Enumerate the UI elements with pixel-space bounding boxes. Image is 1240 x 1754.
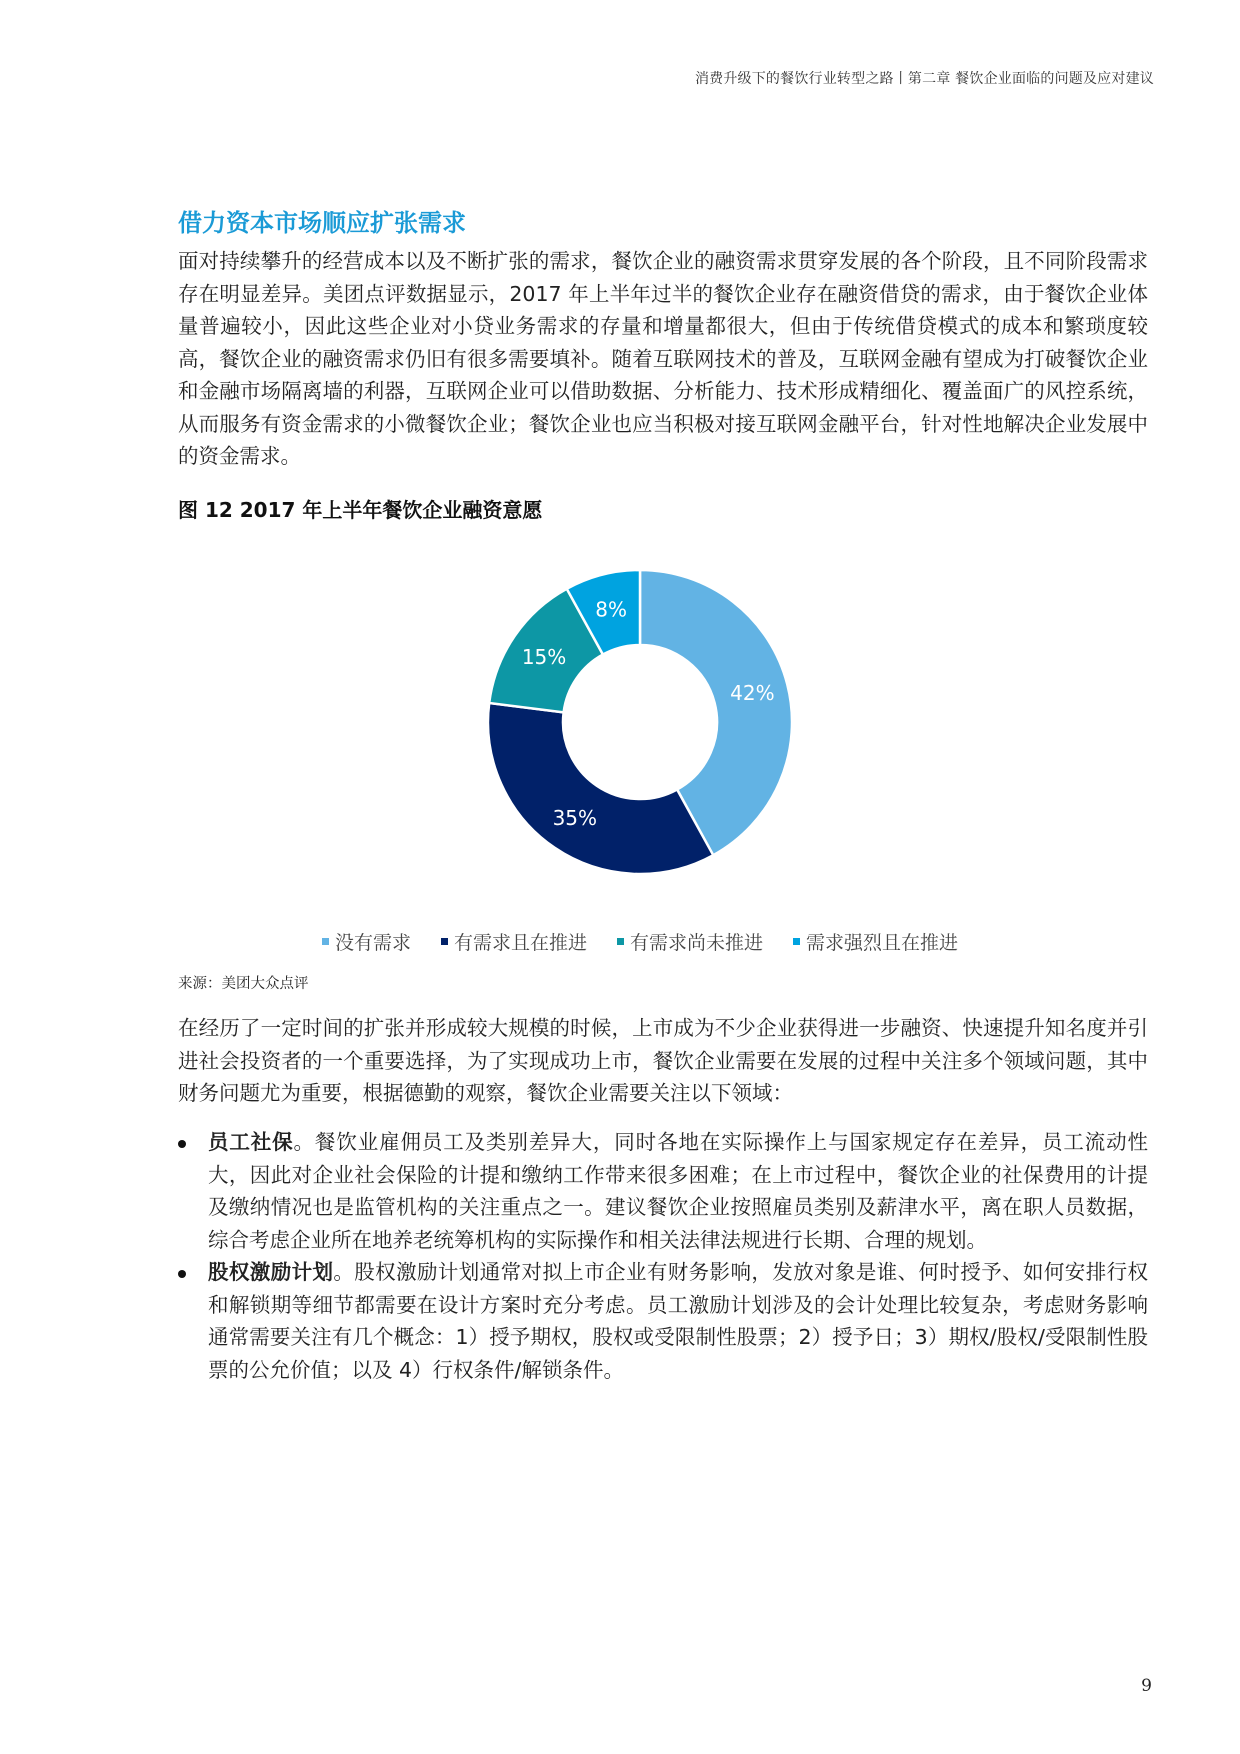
figure-title: 图 12 2017 年上半年餐饮企业融资意愿 <box>178 498 543 522</box>
paragraph-listing-issues: 在经历了一定时间的扩张并形成较大规模的时候，上市成为不少企业获得进一步融资、快速提升知名度并引进社会投资者的一个重要选择，为了实现成功上市，餐饮企业需要在发展的过程中关注多个领域问题，其中财务问题尤为重要，根据德勤的观察，餐饮企业需要关注以下领域： <box>178 1016 1148 1105</box>
legend-swatch-icon <box>441 938 448 945</box>
legend-label: 有需求尚未推进 <box>630 932 764 954</box>
legend-label: 没有需求 <box>334 932 411 954</box>
donut-data-label: 8% <box>595 597 628 622</box>
legend-swatch-icon <box>793 938 800 945</box>
bullet-item-social-insurance <box>178 1126 1148 1256</box>
paragraph-financing-needs: 面对持续攀升的经营成本以及不断扩张的需求，餐饮企业的融资需求贯穿发展的各个阶段，且不同阶段需求存在明显差异。美团点评数据显示，2017 年上半年过半的餐饮企业存在融资借贷的需求，由于餐饮企业体量普遍较小，因此这些企业对小贷业务需求的存量和增量都很大，但由于传统借贷模式的成本和繁琐度较高，餐饮企业的融资需求仍旧有很多需要填补。随着互联网技术的普及，互联网金融有望成为打破餐饮企业和金融市场隔离墙的利器，互联网企业可以借助数据、分析能力、技术形成精细化、覆盖面广的风控系统，从而服务有资金需求的小微餐饮企业；餐饮企业也应当积极对接互联网金融平台，针对性地解决企业发展中的资金需求。 <box>178 249 1148 469</box>
bullet-text: 。股权激励计划通常对拟上市企业有财务影响，发放对象是谁、何时授予、如何安排行权和解锁期等细节都需要在设计方案时充分考虑。员工激励计划涉及的会计处理比较复杂，考虑财务影响通常需要关注有几个概念：1）授予期权，股权或受限制性股票；2）授予日；3）期权/股权/受限制性股票的公允价值；以及 4）行权条件/解锁条件。 <box>208 1260 1149 1382</box>
bullet-list <box>178 1126 1148 1386</box>
bullet-dot-icon <box>178 1270 186 1278</box>
legend-item <box>617 928 763 955</box>
bullet-term: 股权激励计划 <box>208 1260 334 1284</box>
bullet-term: 员工社保 <box>208 1130 294 1154</box>
legend-label: 有需求且在推进 <box>453 932 587 954</box>
donut-data-label: 35% <box>552 805 598 830</box>
chart-legend <box>300 928 980 955</box>
main-section <box>178 208 1148 473</box>
legend-swatch-icon <box>322 938 329 945</box>
section-title: 借力资本市场顺应扩张需求 <box>178 209 466 237</box>
page-number: 9 <box>1141 1676 1152 1696</box>
running-header: 消费升级下的餐饮行业转型之路丨第二章 餐饮企业面临的问题及应对建议 <box>694 71 1154 87</box>
figure-source: 来源：美团大众点评 <box>178 976 309 992</box>
donut-data-label: 42% <box>730 681 775 706</box>
legend-swatch-icon <box>617 938 624 945</box>
donut-chart <box>430 552 850 892</box>
donut-chart-svg <box>430 552 850 892</box>
legend-item <box>322 928 411 955</box>
legend-label: 需求强烈且在推进 <box>806 932 959 954</box>
bullet-dot-icon <box>178 1140 186 1148</box>
legend-item <box>441 928 587 955</box>
bullet-text: 。餐饮业雇佣员工及类别差异大，同时各地在实际操作上与国家规定存在差异，员工流动性大，因此对企业社会保险的计提和缴纳工作带来很多困难；在上市过程中，餐饮企业的社保费用的计提及缴纳情况也是监管机构的关注重点之一。建议餐饮企业按照雇员类别及薪津水平，离在职人员数据，综合考虑企业所在地养老统筹机构的实际操作和相关法律法规进行长期、合理的规划。 <box>208 1130 1149 1252</box>
legend-item <box>793 928 958 955</box>
donut-data-label: 15% <box>521 644 567 669</box>
bullet-item-equity-incentive <box>178 1256 1148 1386</box>
